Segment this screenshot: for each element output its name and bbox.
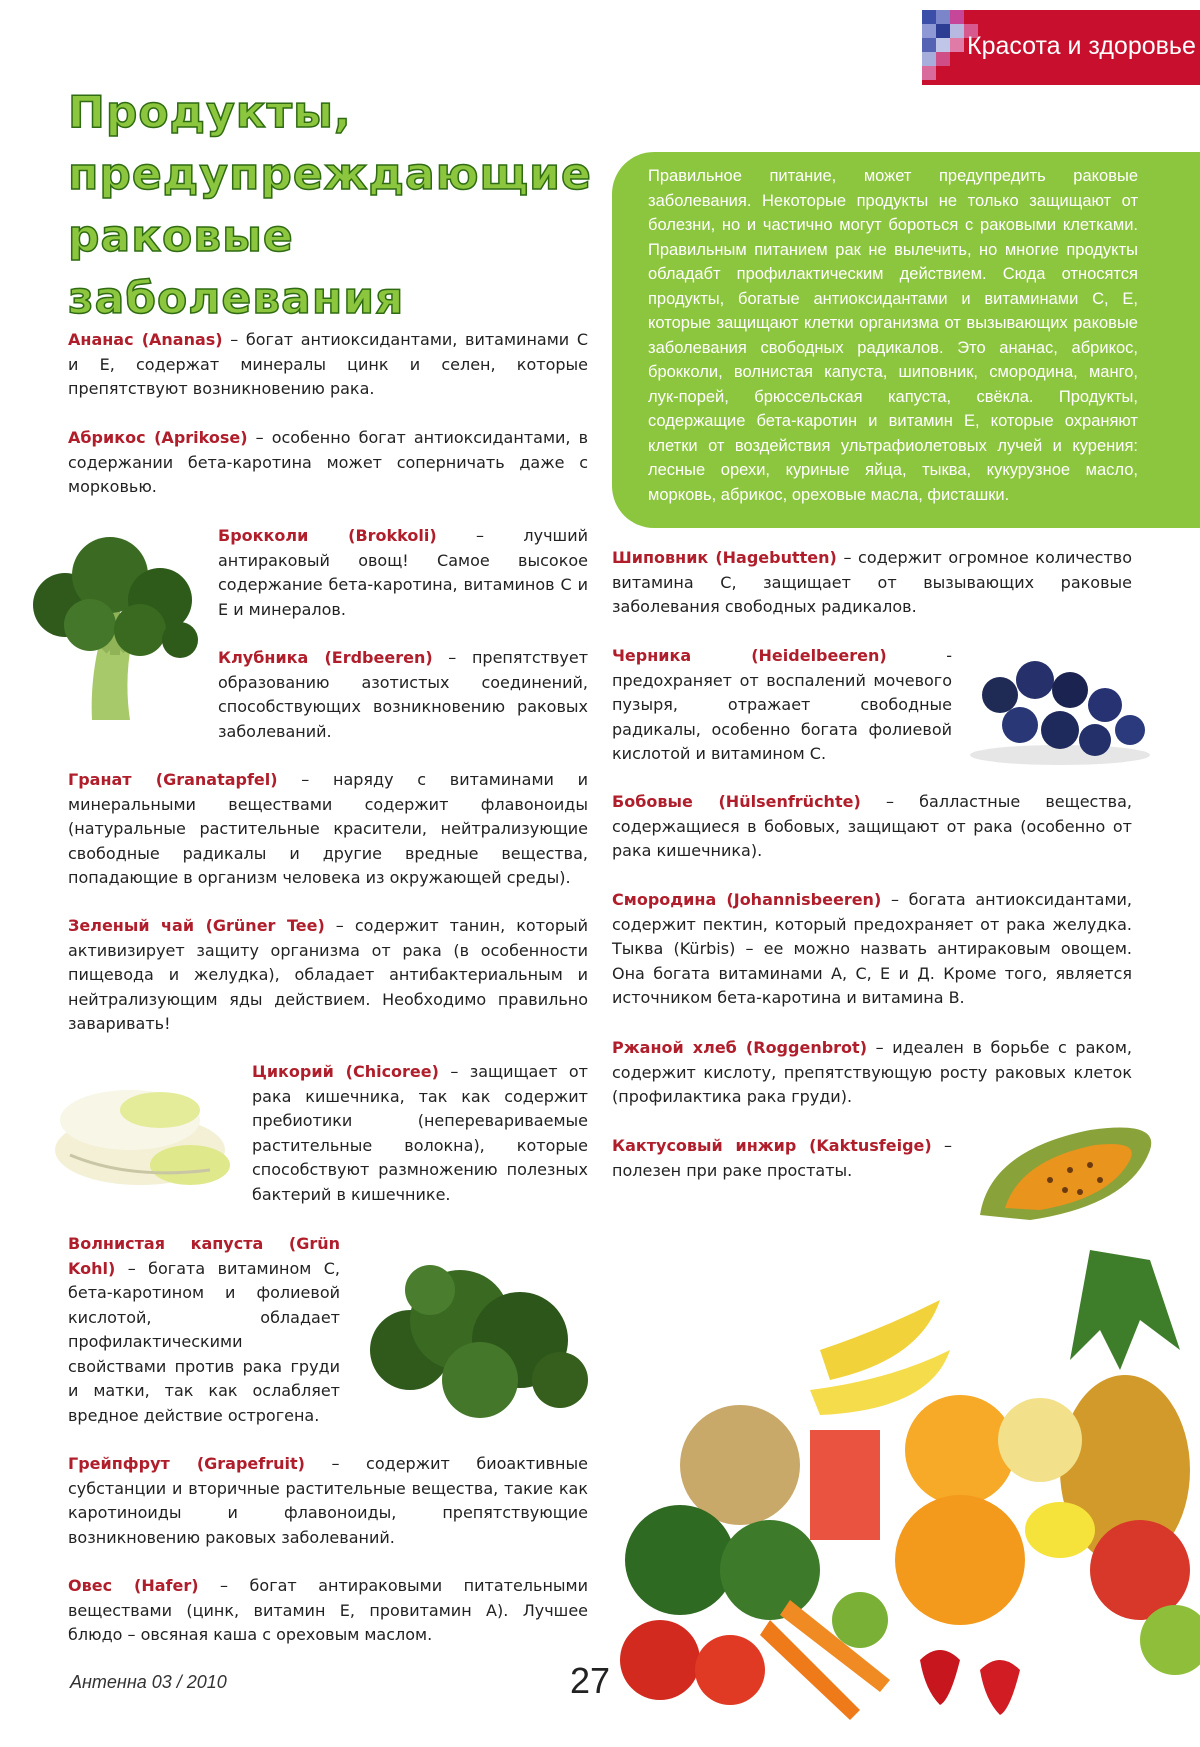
entry-text: – препятствует образованию азотистых соединений, способствующих возникновению раковых заболеваний. [218,648,589,741]
entry-klubnika [218,646,588,744]
publication-label: Антенна 03 / 2010 [70,1672,227,1692]
entry-hagebutten [612,546,1132,620]
title-line: Продукты, [68,87,352,138]
entry-text: – защищает от рака кишечника, так как содержит пребиотики (неперевариваемые растительные волокна), которые способствуют размножению полезных бактерий в кишечнике. [252,1062,588,1204]
entry-roggenbrot [612,1036,1132,1110]
entry-name: Брокколи (Brokkoli) [218,526,437,545]
entry-heidelbeeren [612,644,952,767]
entry-name: Овес (Hafer) [68,1576,199,1595]
entry-oats [68,1574,588,1648]
blueberries-image [960,650,1160,770]
fruit-assortment-image [620,1240,1200,1740]
entry-name: Абрикос (Aprikose) [68,428,248,447]
page-number: 27 [570,1660,611,1701]
entry-name: Черника (Heidelbeeren) [612,646,887,665]
page-title [68,82,628,330]
entry-text: – идеален в борьбе с раком, содержит кислоту, препятствующую росту раковых клеток (профилактика рака груди). [612,1038,1133,1106]
entry-text: – богат антираковыми питательными веществами (цинк, витамин Е, провитамин А). Лучшее блюдо – овсяная каша с ореховым маслом. [68,1576,589,1644]
entry-name: Грейпфрут (Grapefruit) [68,1454,305,1473]
section-label: Красота и здоровье [967,32,1196,60]
entry-abrikos [68,426,588,500]
entry-text: – богата антиоксидантами, содержит пектин, который предохраняет от рака желудка. Тыква (Kürbis) – ее можно назвать антираковым овощем. Она богата витаминами А, С, Е и Д. Кроме того, является источником бета-каротина и витамина В. [612,890,1132,1007]
entry-text: – содержит биоактивные субстанции и вторичные растительные вещества, такие как каротиноиды и флавоноиды, препятствующие возникновению раковых заболеваний. [68,1454,588,1547]
title-line: заболевания [68,273,405,324]
entry-name: Клубника (Erdbeeren) [218,648,433,667]
intro-box [612,152,1200,528]
entry-text: – богата витамином С, бета-каротином и фолиевой кислотой, обладает профилактическими свойствами против рака груди и матки, так как ослабляет вредное действие острогена. [68,1258,340,1425]
chicory-image [40,1070,240,1200]
entry-huelsenfruechte [612,790,1132,864]
entry-text: – полезен при раке простаты. [612,1136,952,1180]
entry-kale [68,1232,340,1428]
section-tab [922,10,1200,85]
title-line: предупреждающие [68,149,592,200]
entry-grapefruit [68,1452,588,1550]
cactus-fig-image [970,1120,1170,1230]
entry-text: – наряду с витаминами и минеральными веществами содержит флавоноиды (натуральные растительные красители, нейтрализующие свободные радикалы и другие вредные вещества, попадающие в организм человека из окружающей среды). [68,770,589,887]
entry-text: – лучший антираковый овощ! Самое высокое содержание бета-каротина, витаминов С и Е и минералов. [218,526,588,619]
entry-name: Ржаной хлеб (Roggenbrot) [612,1038,868,1057]
entry-text: - предохраняет от воспалений мочевого пузыря, отражает свободные радикалы, особенно богата фолиевой кислотой и витамином С. [612,646,953,763]
title-line: раковые [68,211,294,262]
kale-image [360,1250,590,1420]
entry-text: – богат антиоксидантами, витаминами С и Е, содержат минералы цинк и селен, которые препятствуют возникновению рака. [68,330,588,398]
entry-name: Кактусовый инжир (Kaktusfeige) [612,1136,932,1155]
entry-name: Бобовые (Hülsenfrüchte) [612,792,861,811]
entry-name: Цикорий (Chicoree) [252,1062,439,1081]
entry-green-tea [68,914,588,1037]
entry-kaktusfeige [612,1134,952,1183]
broccoli-image [20,530,200,730]
intro-text: Правильное питание, может предупредить раковые заболевания. Некоторые продукты не только защищают от болезни, но и частично могут бороться с раковыми клетками. Правильным питанием рак не вылечить, но многие продукты обладабт профилактическим действием. Сюда относятся продукты, богатые антиоксидантами и витаминами С, Е, которые защищают клетки организма от вызывающих раковые заболевания свободных радикалов. Это ананас, абрикос, брокколи, волнистая капуста, шиповник, смородина, манго, лук-порей, брюссельская капуста, свёкла. Продукты, содержащие бета-каротин и витамин Е, которые охраняют клетки от воздействия ультрафиолетовых лучей и курения: лесные орехи, куриные яйца, тыква, кукурузное масло, морковь, абрикос, ореховые масла, фисташки. [648,167,1138,504]
entry-ananas [68,328,588,402]
entry-brokkoli [218,524,588,622]
entry-granat [68,768,588,891]
entry-text: – балластные вещества, содержащиеся в бобовых, защищают от рака (особенно от рака кишечника). [612,792,1132,860]
entry-name: Волнистая капуста (Grün Kohl) [68,1234,340,1278]
entry-text: – особенно богат антиоксидантами, в содержании бета-каротина может соперничать даже с морковью. [68,428,589,496]
entry-name: Зеленый чай (Grüner Tee) [68,916,325,935]
entry-name: Гранат (Granatapfel) [68,770,278,789]
entry-name: Шиповник (Hagebutten) [612,548,837,567]
entry-johannisbeeren [612,888,1132,1011]
entry-text: – содержит огромное количество витамина С, защищает от вызывающих раковые заболевания свободных радикалов. [612,548,1133,616]
entry-name: Смородина (Johannisbeeren) [612,890,882,909]
entry-chicoree [252,1060,588,1207]
entry-name: Ананас (Ananas) [68,330,223,349]
entry-text: – содержит танин, который активизирует защиту организма от рака (в особенности пищевода и желудка), обладает антибактериальным и нейтрализующим яды действием. Необходимо правильно заваривать! [68,916,589,1033]
